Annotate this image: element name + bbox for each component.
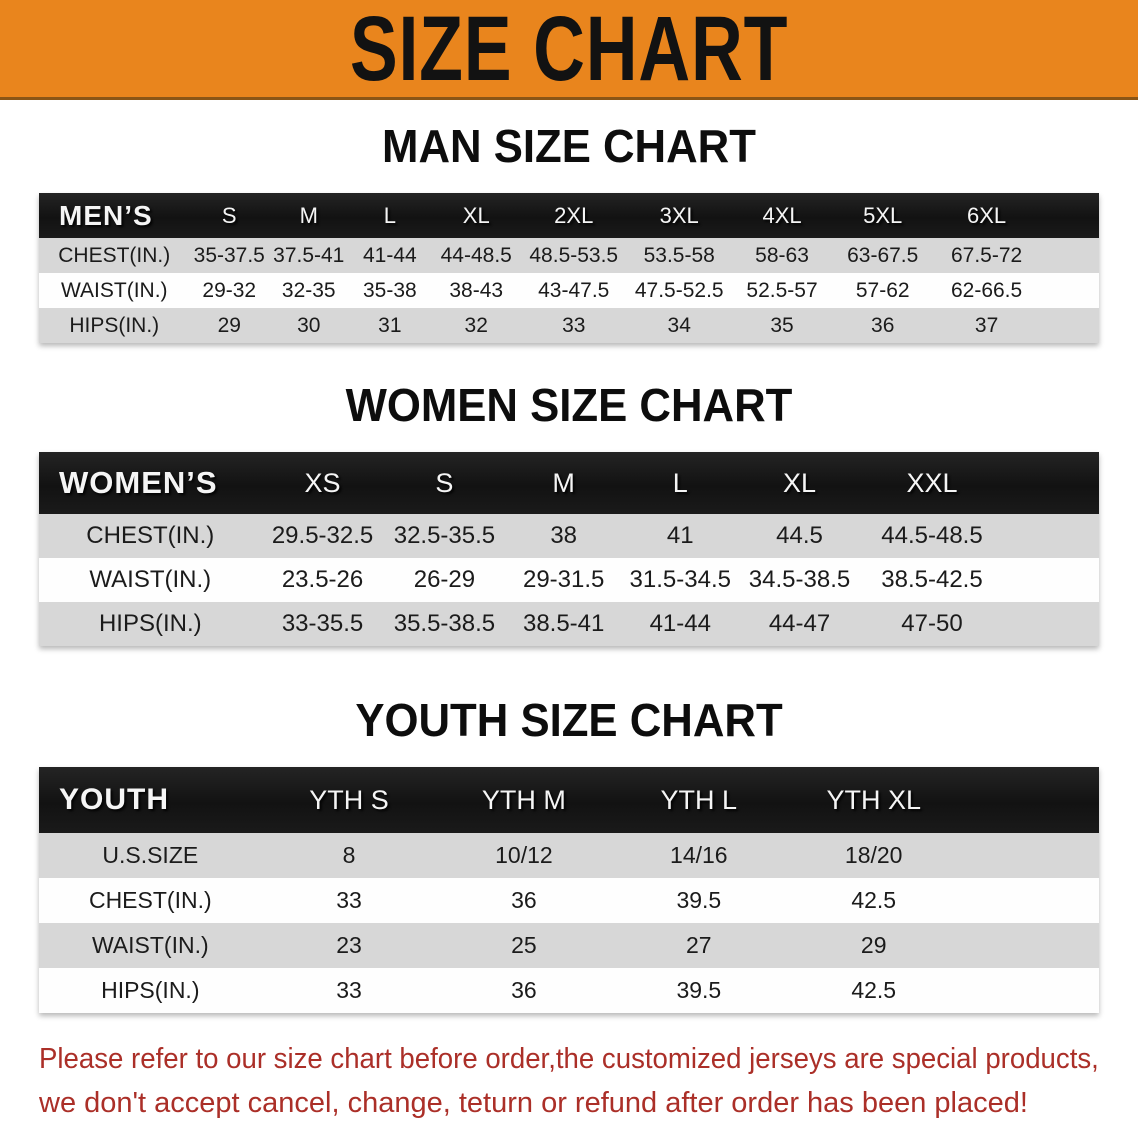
size-value-cell: 38 <box>550 522 578 549</box>
men-size-header: M <box>269 193 349 238</box>
women-size-header: XL <box>739 452 861 514</box>
youth-size-header: YTH S <box>262 767 437 833</box>
size-value-cell: 33-35.5 <box>281 610 364 637</box>
size-value-cell: 48.5-53.5 <box>529 243 619 267</box>
size-value-cell: 63-67.5 <box>847 243 919 267</box>
youth-size-table <box>39 767 1099 1013</box>
men-waist-row <box>39 273 1099 308</box>
spacer-cell <box>1040 308 1099 343</box>
size-value-cell: 42.5 <box>851 977 897 1003</box>
men-size-header: 6XL <box>934 193 1040 238</box>
men-size-header: XL <box>431 193 521 238</box>
size-value-cell: 67.5-72 <box>950 243 1023 267</box>
size-value-cell: 35.5-38.5 <box>393 610 496 637</box>
size-value-cell: 8 <box>342 842 356 868</box>
women-size-header: L <box>622 452 739 514</box>
size-value-cell: 26-29 <box>413 566 476 593</box>
youth-chest-row <box>39 878 1099 923</box>
size-value-cell: 44-48.5 <box>440 243 512 267</box>
size-value-cell: 37 <box>974 313 999 337</box>
men-size-table <box>39 193 1099 343</box>
women-size-header: XS <box>262 452 384 514</box>
size-value-cell: 36 <box>871 313 895 337</box>
size-value-cell: 14/16 <box>670 842 728 868</box>
size-value-cell: 43-47.5 <box>538 278 610 302</box>
size-value-cell: 44.5 <box>776 522 823 549</box>
size-value-cell: 38.5-42.5 <box>881 566 983 593</box>
men-size-header: L <box>349 193 432 238</box>
spacer-cell <box>961 878 1099 923</box>
size-value-cell: 39.5 <box>676 887 722 913</box>
size-value-cell: 29.5-32.5 <box>271 522 374 549</box>
spacer-cell <box>1040 193 1099 238</box>
size-value-cell: 53.5-58 <box>643 243 715 267</box>
row-label: HIPS(IN.) <box>101 977 200 1003</box>
size-value-cell: 33 <box>336 887 362 913</box>
women-section <box>0 379 1138 646</box>
size-value-cell: 42.5 <box>851 887 897 913</box>
youth-section <box>0 694 1138 1013</box>
spacer-cell <box>1004 514 1099 558</box>
size-value-cell: 36 <box>511 977 537 1003</box>
size-value-cell: 47-50 <box>901 610 963 637</box>
women-hips-row <box>39 602 1099 646</box>
size-value-cell: 36 <box>511 887 537 913</box>
spacer-cell <box>961 833 1099 878</box>
notice-line-2: we don't accept cancel, change, teturn or refund after order has been placed! <box>39 1087 1028 1119</box>
row-label: WAIST(IN.) <box>91 932 209 958</box>
size-value-cell: 35-38 <box>362 278 417 302</box>
row-label: CHEST(IN.) <box>88 887 212 913</box>
notice-line-1: Please refer to our size chart before order,the customized jerseys are special products, <box>39 1043 1099 1075</box>
women-header-row <box>39 452 1099 514</box>
size-value-cell: 38-43 <box>449 278 504 302</box>
spacer-cell <box>961 767 1099 833</box>
size-value-cell: 29-32 <box>202 278 257 302</box>
size-value-cell: 23 <box>336 932 362 958</box>
men-chest-row <box>39 238 1099 273</box>
row-label: WAIST(IN.) <box>60 278 168 302</box>
women-chest-row <box>39 514 1099 558</box>
women-size-header: S <box>383 452 505 514</box>
size-value-cell: 29-31.5 <box>522 566 605 593</box>
size-value-cell: 29 <box>217 313 241 337</box>
spacer-cell <box>1004 452 1099 514</box>
youth-size-header: YTH L <box>611 767 786 833</box>
size-value-cell: 35-37.5 <box>193 243 265 267</box>
youth-size-header: YTH M <box>436 767 611 833</box>
men-size-header: 3XL <box>626 193 732 238</box>
size-value-cell: 62-66.5 <box>950 278 1023 302</box>
men-header-row <box>39 193 1099 238</box>
size-value-cell: 41 <box>666 522 694 549</box>
spacer-cell <box>961 923 1099 968</box>
women-waist-row <box>39 558 1099 602</box>
youth-waist-row <box>39 923 1099 968</box>
row-label: HIPS(IN.) <box>69 313 160 337</box>
youth-header-row <box>39 767 1099 833</box>
size-value-cell: 29 <box>860 932 887 958</box>
women-size-header: XXL <box>860 452 1003 514</box>
size-value-cell: 31 <box>378 313 402 337</box>
spacer-cell <box>1004 602 1099 646</box>
men-group-label: MEN’S <box>39 193 190 238</box>
banner-title: SIZE CHART <box>349 0 789 100</box>
women-group-label: WOMEN’S <box>39 452 262 514</box>
size-value-cell: 32-35 <box>281 278 336 302</box>
size-value-cell: 39.5 <box>676 977 722 1003</box>
men-size-header: 2XL <box>521 193 626 238</box>
banner <box>0 0 1138 100</box>
youth-group-label: YOUTH <box>39 767 262 833</box>
row-label: CHEST(IN.) <box>86 522 215 549</box>
size-value-cell: 47.5-52.5 <box>634 278 724 302</box>
spacer-cell <box>1040 238 1099 273</box>
size-value-cell: 52.5-57 <box>746 278 818 302</box>
men-hips-row <box>39 308 1099 343</box>
youth-ussize-row <box>39 833 1099 878</box>
size-value-cell: 44-47 <box>768 610 831 637</box>
size-value-cell: 35 <box>770 313 794 337</box>
size-value-cell: 31.5-34.5 <box>629 566 731 593</box>
size-value-cell: 25 <box>511 932 537 958</box>
size-value-cell: 57-62 <box>855 278 910 302</box>
row-label: WAIST(IN.) <box>89 566 212 593</box>
size-value-cell: 23.5-26 <box>281 566 364 593</box>
size-value-cell: 18/20 <box>844 842 903 868</box>
men-size-header: S <box>190 193 270 238</box>
size-value-cell: 41-44 <box>649 610 711 637</box>
size-value-cell: 10/12 <box>495 842 553 868</box>
men-size-header: 4XL <box>732 193 832 238</box>
youth-section-title: YOUTH SIZE CHART <box>355 694 783 746</box>
row-label: U.S.SIZE <box>102 842 199 868</box>
size-value-cell: 30 <box>297 313 321 337</box>
women-size-table <box>39 452 1099 646</box>
size-value-cell: 38.5-41 <box>522 610 605 637</box>
size-value-cell: 37.5-41 <box>273 243 345 267</box>
size-value-cell: 27 <box>686 932 712 958</box>
notice <box>39 1037 1099 1125</box>
row-label: HIPS(IN.) <box>98 610 202 637</box>
size-value-cell: 41-44 <box>362 243 417 267</box>
size-value-cell: 32 <box>464 313 488 337</box>
size-value-cell: 58-63 <box>755 243 809 267</box>
size-value-cell: 33 <box>336 977 362 1003</box>
spacer-cell <box>1004 558 1099 602</box>
size-value-cell: 33 <box>562 313 586 337</box>
size-value-cell: 32.5-35.5 <box>393 522 496 549</box>
youth-size-header: YTH XL <box>786 767 961 833</box>
women-size-header: M <box>505 452 622 514</box>
row-label: CHEST(IN.) <box>58 243 171 267</box>
spacer-cell <box>961 968 1099 1013</box>
women-section-title: WOMEN SIZE CHART <box>345 379 793 431</box>
men-size-header: 5XL <box>832 193 934 238</box>
size-value-cell: 34.5-38.5 <box>748 566 851 593</box>
spacer-cell <box>1040 273 1099 308</box>
size-value-cell: 34 <box>667 313 691 337</box>
youth-hips-row <box>39 968 1099 1013</box>
size-value-cell: 44.5-48.5 <box>881 522 983 549</box>
men-section <box>0 120 1138 343</box>
men-section-title: MAN SIZE CHART <box>382 120 756 172</box>
